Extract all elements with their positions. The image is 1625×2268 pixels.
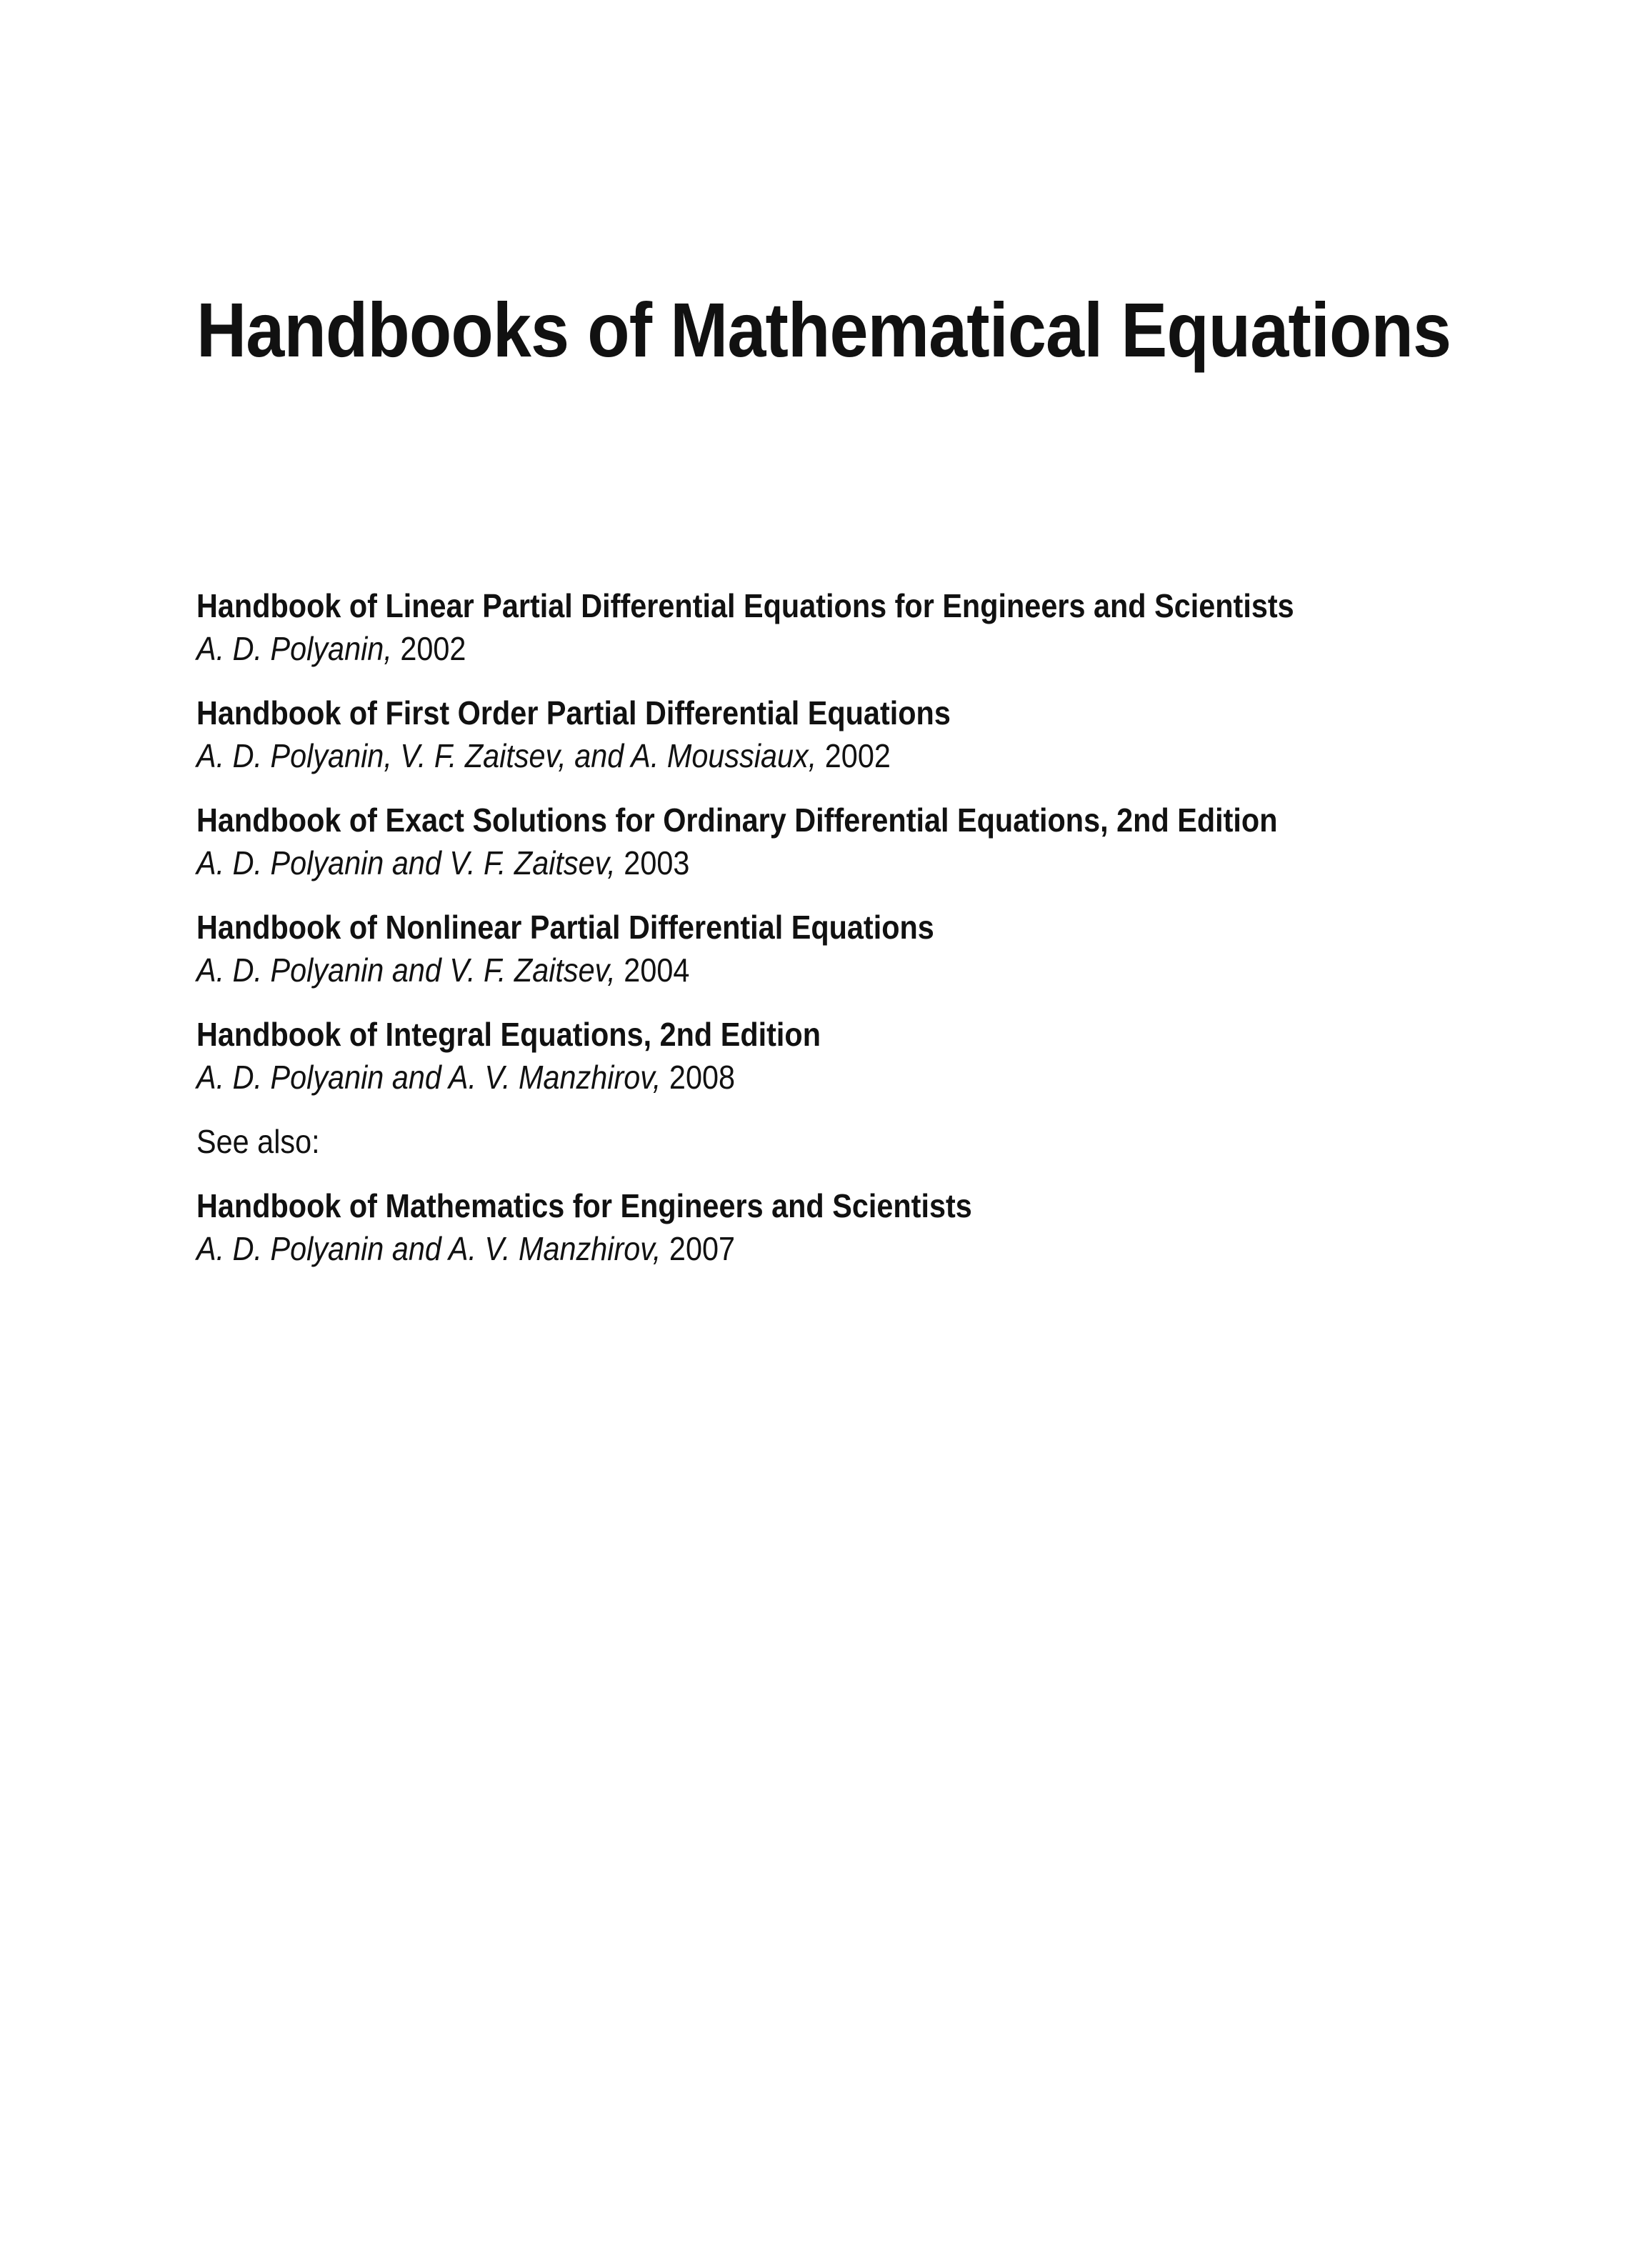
book-authors: A. D. Polyanin and A. V. Manzhirov, (196, 1059, 661, 1096)
book-credit-line (196, 841, 1418, 884)
book-authors: A. D. Polyanin and A. V. Manzhirov, (196, 1230, 661, 1267)
book-entry-exact-solutions-ode (196, 799, 1554, 884)
book-entry-nonlinear-pde (196, 906, 1554, 991)
book-authors: A. D. Polyanin and V. F. Zaitsev, (196, 844, 616, 881)
book-title: Handbook of First Order Partial Differential Equations (196, 694, 951, 731)
book-credit-line (196, 627, 1418, 670)
book-year: 2002 (824, 737, 891, 774)
book-list (196, 584, 1554, 1292)
book-year: 2003 (624, 844, 690, 881)
see-also-label: See also: (196, 1123, 320, 1160)
book-credit-line (196, 734, 1418, 777)
book-credit-line (196, 1227, 1418, 1270)
book-year: 2004 (624, 951, 690, 989)
book-entry-first-order-pde (196, 691, 1554, 777)
book-title: Handbook of Nonlinear Partial Differential Equations (196, 909, 934, 946)
book-year: 2002 (400, 630, 466, 667)
book-title: Handbook of Mathematics for Engineers and Scientists (196, 1187, 972, 1224)
book-credit-line (196, 949, 1418, 991)
book-credit-line (196, 1056, 1418, 1099)
book-year: 2008 (669, 1059, 736, 1096)
book-authors: A. D. Polyanin, V. F. Zaitsev, and A. Moussiaux, (196, 737, 817, 774)
book-authors: A. D. Polyanin and V. F. Zaitsev, (196, 951, 616, 989)
book-title: Handbook of Linear Partial Differential Equations for Engineers and Scientists (196, 587, 1294, 624)
book-title: Handbook of Exact Solutions for Ordinary Differential Equations, 2nd Edition (196, 801, 1278, 839)
page-title: Handbooks of Mathematical Equations (196, 286, 1451, 373)
book-entry-linear-pde (196, 584, 1554, 670)
book-entry-mathematics-handbook (196, 1184, 1554, 1270)
book-title: Handbook of Integral Equations, 2nd Edition (196, 1016, 821, 1053)
book-year: 2007 (669, 1230, 736, 1267)
book-entry-integral-equations (196, 1013, 1554, 1099)
book-authors: A. D. Polyanin, (196, 630, 392, 667)
